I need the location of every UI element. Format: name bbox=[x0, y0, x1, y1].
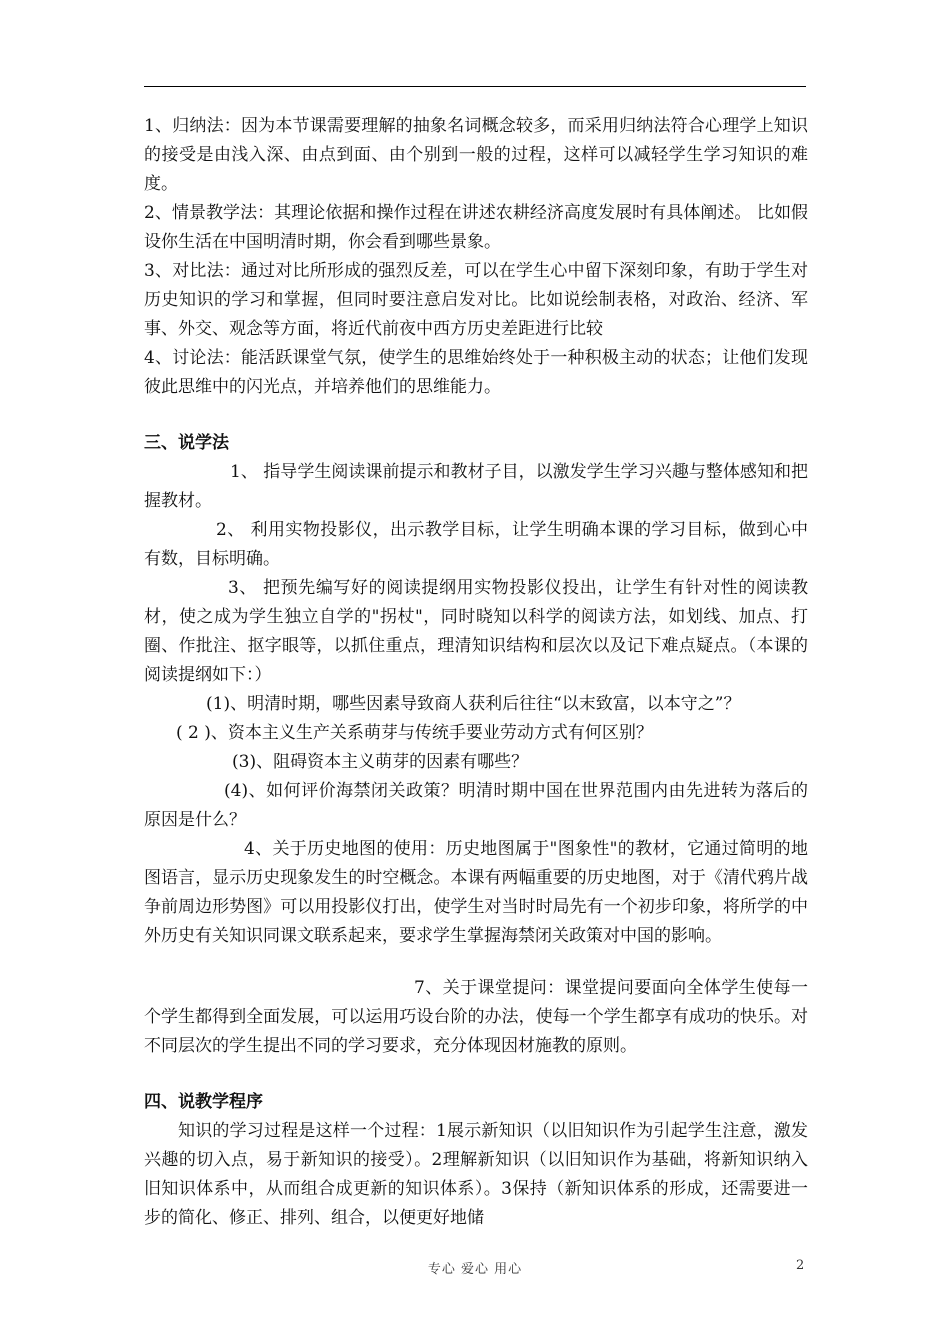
learning-method-3: 3、 把预先编写好的阅读提纲用实物投影仪投出，让学生有针对性的阅读教材，使之成为学生独立自学的"拐杖"，同时晓知以科学的阅读方法，如划线、加点、打圈、作批注、抠字眼等，以抓住重点，理清知识结构和层次以及记下难点疑点。（本课的阅读提纲如下：） bbox=[144, 578, 808, 685]
method-discussion: 4、讨论法：能活跃课堂气氛，使学生的思维始终处于一种积极主动的状态；让他们发现彼此思维中的闪光点，并培养他们的思维能力。 bbox=[144, 348, 808, 397]
learning-method-7-questions: 7、关于课堂提问：课堂提问要面向全体学生使每一个学生都得到全面发展，可以运用巧设台阶的办法，使每一个学生都享有成功的快乐。对不同层次的学生提出不同的学习要求，充分体现因材施教的原则。 bbox=[144, 978, 808, 1056]
spacer bbox=[144, 951, 808, 974]
header-rule bbox=[144, 86, 806, 87]
learning-method-2: 2、 利用实物投影仪，出示教学目标，让学生明确本课的学习目标，做到心中有数，目标明确。 bbox=[144, 520, 808, 569]
reading-outline-q2: ( 2 )、资本主义生产关系萌芽与传统手要业劳动方式有何区别？ bbox=[176, 723, 653, 743]
method-inductive: 1、归纳法：因为本节课需要理解的抽象名词概念较多，而采用归纳法符合心理学上知识的接受是由浅入深、由点到面、由个别到一般的过程，这样可以减轻学生学习知识的难度。 bbox=[144, 116, 808, 194]
reading-outline-q3: (3)、阻碍资本主义萌芽的因素有哪些？ bbox=[232, 752, 529, 772]
teaching-procedure-body: 知识的学习过程是这样一个过程：1展示新知识（以旧知识作为引起学生注意，激发兴趣的切入点，易于新知识的接受）。2理解新知识（以旧知识作为基础，将新知识纳入旧知识体系中，从而组合成更新的知识体系）。3保持（新知识体系的形成，还需要进一步的简化、修正、排列、组合，以便更好地储 bbox=[144, 1121, 808, 1228]
method-scenario: 2、情景教学法：其理论依据和操作过程在讲述农耕经济高度发展时有具体阐述。 比如假设你生活在中国明清时期，你会看到哪些景象。 bbox=[144, 203, 808, 252]
page-number: 2 bbox=[796, 1258, 805, 1273]
learning-method-4-maps: 4、关于历史地图的使用：历史地图属于"图象性"的教材，它通过简明的地图语言，显示历史现象发生的时空概念。本课有两幅重要的历史地图，对于《清代鸦片战争前周边形势图》可以用投影仪打出，使学生对当时时局先有一个初步印象，将所学的中外历史有关知识同课文联系起来，要求学生掌握海禁闭关政策对中国的影响。 bbox=[144, 839, 808, 946]
spacer bbox=[144, 1061, 808, 1088]
section-3-heading: 三、说学法 bbox=[144, 433, 229, 453]
footer-motto: 专心 爱心 用心 bbox=[427, 1262, 523, 1277]
reading-outline-q1: (1)、明清时期，哪些因素导致商人获利后往往“以末致富，以本守之”？ bbox=[206, 694, 741, 714]
reading-outline-q4: (4)、如何评价海禁闭关政策？明清时期中国在世界范围内由先进转为落后的原因是什么？ bbox=[144, 781, 808, 830]
section-4-heading: 四、说教学程序 bbox=[144, 1092, 263, 1112]
learning-method-1: 1、 指导学生阅读课前提示和教材子目，以激发学生学习兴趣与整体感知和把握教材。 bbox=[144, 462, 808, 511]
method-comparison: 3、对比法：通过对比所形成的强烈反差，可以在学生心中留下深刻印象，有助于学生对历史知识的学习和掌握，但同时要注意启发对比。比如说绘制表格，对政治、经济、军事、外交、观念等方面，将近代前夜中西方历史差距进行比较 bbox=[144, 261, 808, 339]
spacer bbox=[144, 402, 808, 429]
document-body bbox=[144, 112, 808, 1233]
